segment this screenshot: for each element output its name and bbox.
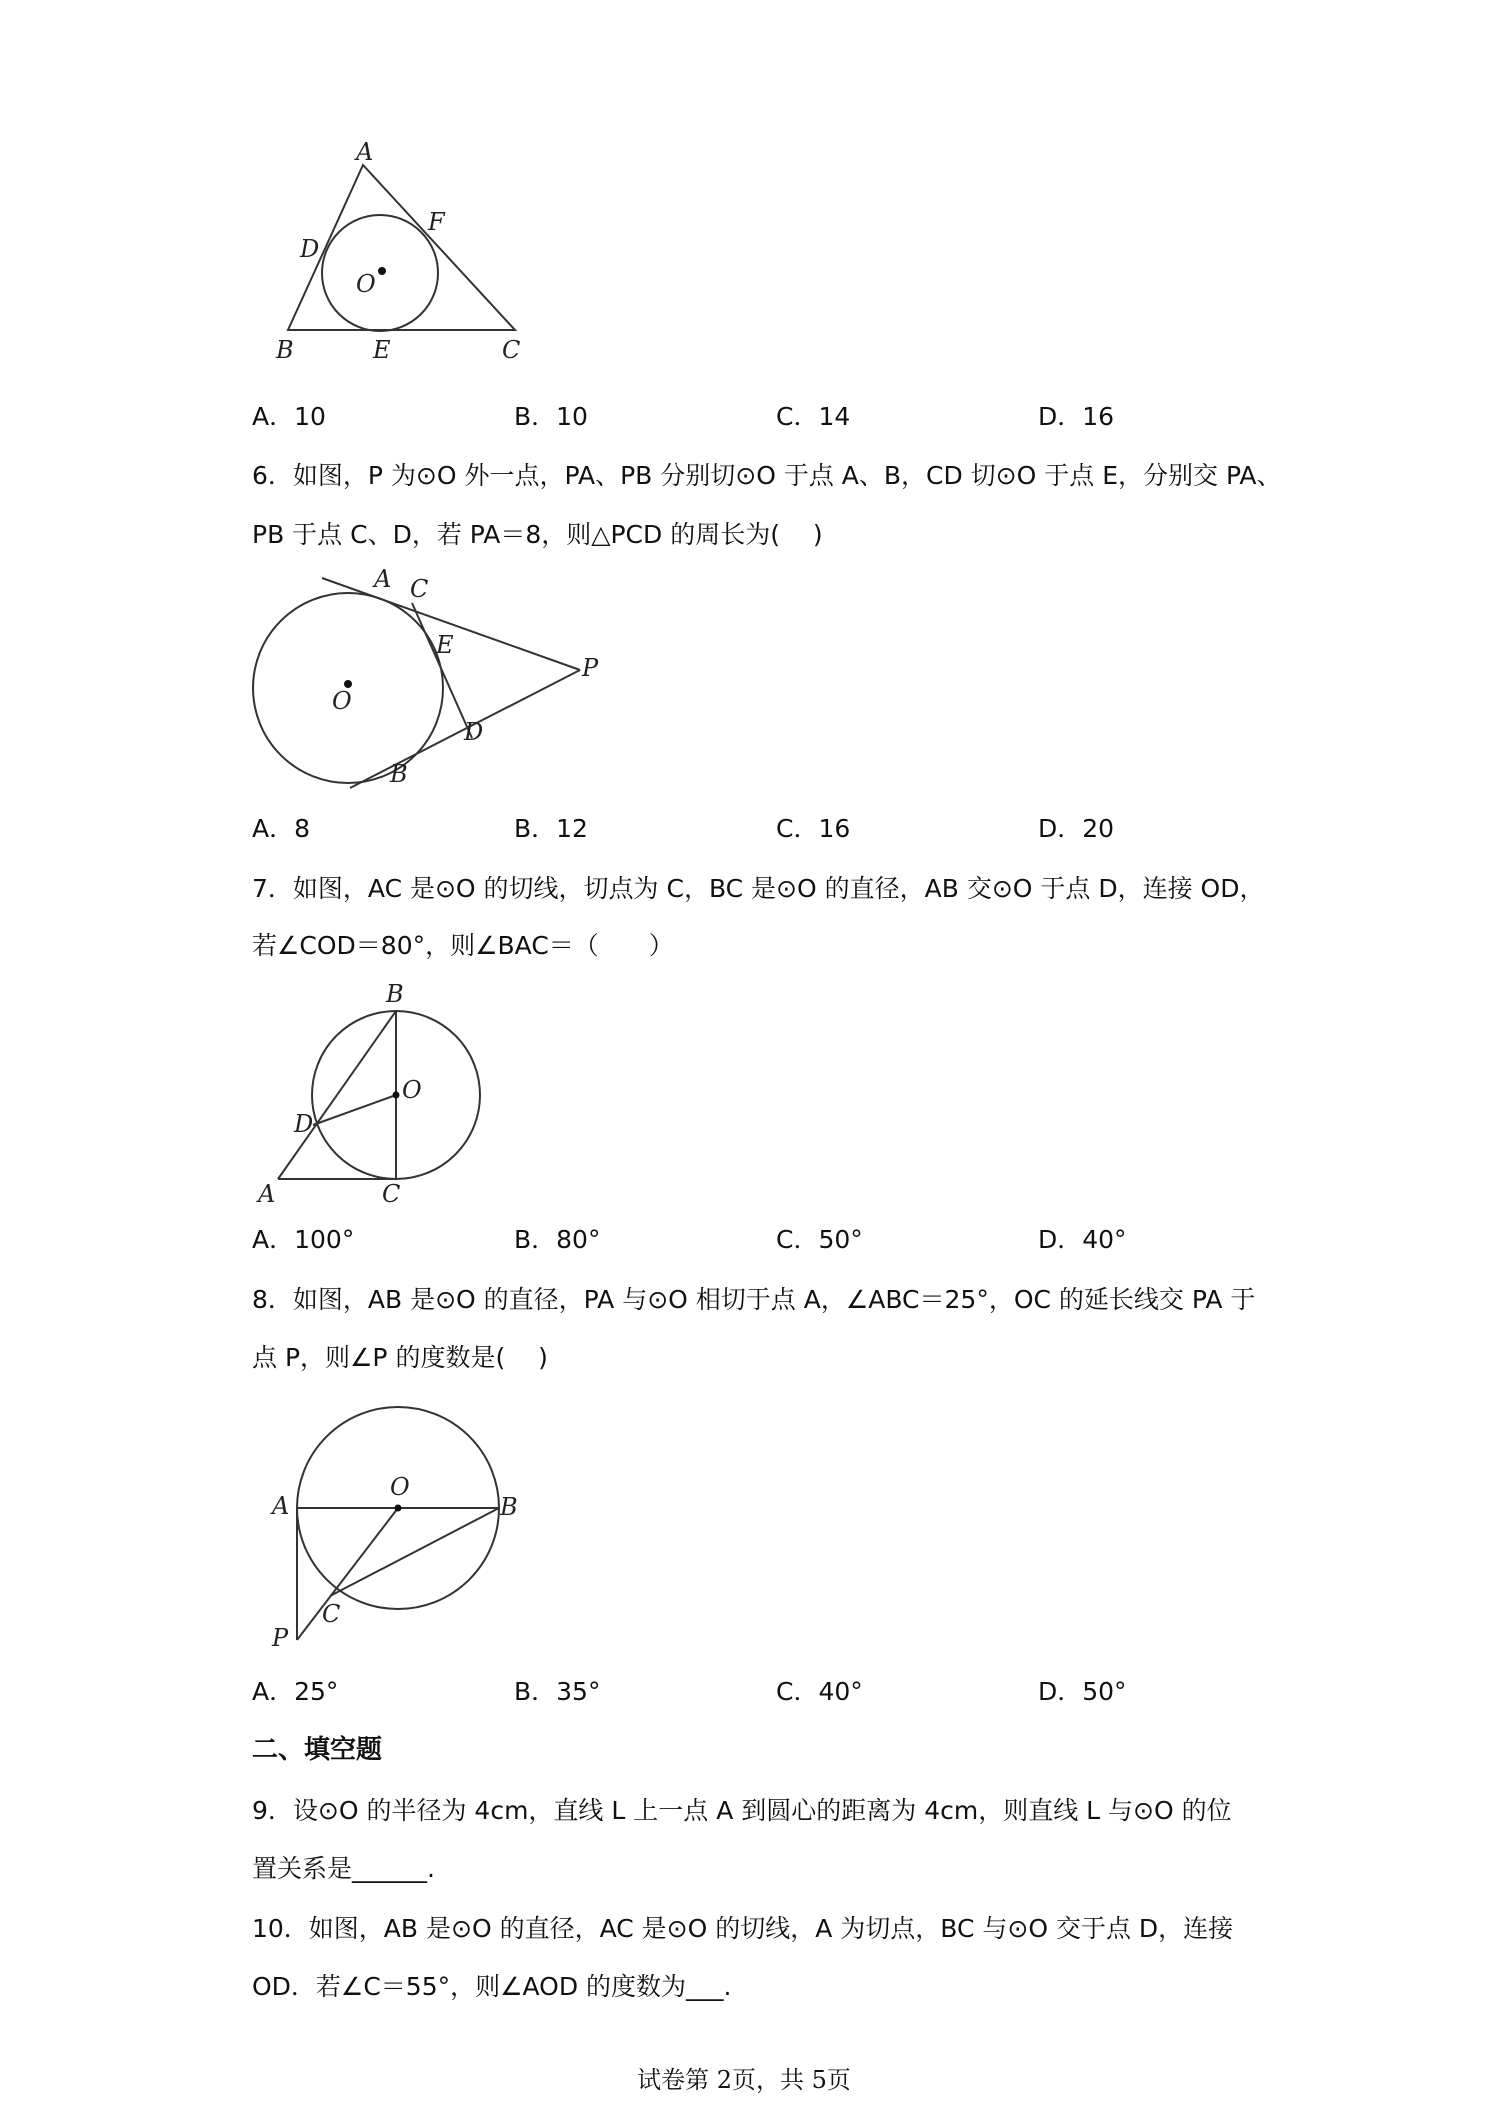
q5-figure <box>270 140 540 370</box>
q8-option-d: D．50° <box>1038 1677 1127 1706</box>
q5-option-a: A．10 <box>252 402 326 431</box>
q8-option-a: A．25° <box>252 1677 339 1706</box>
page-footer: 试卷第 2页，共 5页 <box>637 2066 851 2094</box>
q9-text-line2: 置关系是______. <box>252 1854 435 1883</box>
q6-label-c: C <box>410 575 429 603</box>
q7-text-line1: 7．如图，AC 是⊙O 的切线，切点为 C，BC 是⊙O 的直径，AB 交⊙O 于点 D，连接 OD， <box>252 874 1265 903</box>
q6-option-d: D．20 <box>1038 814 1115 843</box>
q6-option-c: C．16 <box>776 814 851 843</box>
section-fill-in-blank-heading: 二、填空题 <box>252 1735 383 1765</box>
q8-label-b: B <box>500 1493 518 1521</box>
q7-label-d: D <box>294 1110 314 1138</box>
q8-label-a: A <box>272 1492 290 1520</box>
q10-text-line1: 10．如图，AB 是⊙O 的直径，AC 是⊙O 的切线，A 为切点，BC 与⊙O 交于点 D，连接 <box>252 1914 1234 1943</box>
q6-label-p: P <box>582 654 599 682</box>
q8-option-c: C．40° <box>776 1677 863 1706</box>
q6-label-e: E <box>436 631 454 659</box>
q5-label-o: O <box>356 270 376 298</box>
q8-label-o: O <box>390 1473 410 1501</box>
q5-label-c: C <box>502 336 521 364</box>
q8-text-line1: 8．如图，AB 是⊙O 的直径，PA 与⊙O 相切于点 A，∠ABC＝25°，OC 的延长线交 PA 于 <box>252 1285 1256 1314</box>
q10-text-line2: OD．若∠C＝55°，则∠AOD 的度数为___. <box>252 1972 732 2001</box>
q5-center-point <box>378 267 386 275</box>
q5-label-b: B <box>276 336 294 364</box>
q5-label-e: E <box>373 336 391 364</box>
q5-option-c: C．14 <box>776 402 851 431</box>
q7-figure <box>250 980 500 1210</box>
q8-center-point <box>395 1505 402 1512</box>
q7-text-line2: 若∠COD＝80°，则∠BAC＝（ ） <box>252 931 674 960</box>
q6-label-d: D <box>464 718 484 746</box>
q8-chord-bc <box>330 1508 499 1596</box>
q5-label-f: F <box>428 208 445 236</box>
q8-figure <box>262 1400 532 1660</box>
q6-tangent-cd <box>412 603 472 738</box>
q5-label-d: D <box>300 235 320 263</box>
q6-label-b: B <box>390 760 408 788</box>
q7-label-o: O <box>402 1076 422 1104</box>
q5-option-b: B．10 <box>514 402 588 431</box>
q7-option-d: D．40° <box>1038 1225 1127 1254</box>
q7-option-b: B．80° <box>514 1225 601 1254</box>
q7-option-a: A．100° <box>252 1225 355 1254</box>
q7-center-point <box>393 1092 400 1099</box>
q6-label-a: A <box>374 565 392 593</box>
q8-label-p: P <box>272 1624 289 1652</box>
q6-figure <box>240 560 620 805</box>
q6-text-line1: 6．如图，P 为⊙O 外一点，PA、PB 分别切⊙O 于点 A、B，CD 切⊙O 于点 E，分别交 PA、 <box>252 461 1282 490</box>
q7-option-c: C．50° <box>776 1225 863 1254</box>
q8-line-po <box>297 1508 398 1640</box>
q7-label-c: C <box>382 1180 401 1208</box>
q7-label-a: A <box>258 1180 276 1208</box>
q6-label-o: O <box>332 687 352 715</box>
q7-label-b: B <box>386 980 404 1008</box>
q6-option-a: A．8 <box>252 814 311 843</box>
q8-option-b: B．35° <box>514 1677 601 1706</box>
q6-option-b: B．12 <box>514 814 588 843</box>
q5-option-d: D．16 <box>1038 402 1115 431</box>
q5-triangle <box>288 165 515 330</box>
q8-label-c: C <box>322 1600 341 1628</box>
q5-label-a: A <box>356 140 374 166</box>
q9-text-line1: 9．设⊙O 的半径为 4cm，直线 L 上一点 A 到圆心的距离为 4cm，则直线 L 与⊙O 的位 <box>252 1796 1232 1825</box>
q8-text-line2: 点 P，则∠P 的度数是( ) <box>252 1343 548 1372</box>
q6-text-line2: PB 于点 C、D，若 PA＝8，则△PCD 的周长为( ) <box>252 520 823 549</box>
